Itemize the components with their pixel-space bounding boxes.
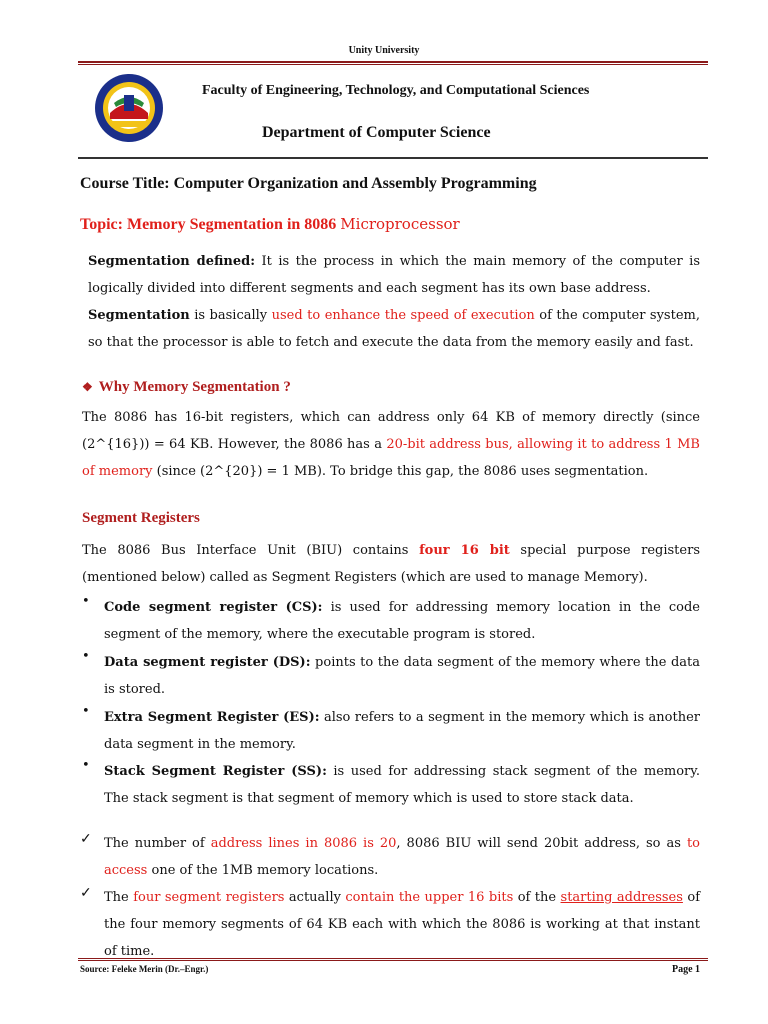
why-heading-text: Why Memory Segmentation ? <box>98 379 291 395</box>
bullet-icon: • <box>82 758 90 773</box>
bullet-icon: • <box>82 594 90 609</box>
page-number: Page 1 <box>672 964 701 975</box>
checkmark-icon: ✓ <box>80 885 92 901</box>
segmentation-text-1: is basically <box>189 308 272 323</box>
course-title: Course Title: Computer Organization and Assembly Programming <box>80 175 537 192</box>
note-text: one of the 1MB memory locations. <box>147 863 379 878</box>
diamond-bullet-icon: ❖ <box>82 380 93 394</box>
topic-title <box>80 215 460 234</box>
note-highlight: starting addresses <box>560 890 683 905</box>
title-rule <box>78 157 708 159</box>
bullet-icon: • <box>82 649 90 664</box>
registers-intro-1: The 8086 Bus Interface Unit (BIU) contains <box>82 543 420 558</box>
note-item <box>104 884 700 965</box>
university-name: Unity University <box>348 45 420 56</box>
topic-label: Topic: Memory Segmentation in 8086 <box>80 216 341 233</box>
note-text: actually <box>284 890 346 905</box>
note-text: of the four memory segments of 64 KB each with which the 8086 is working at that instant of time. <box>104 890 701 959</box>
department-name: Department of Computer Science <box>262 124 491 141</box>
note-text: of the <box>513 890 561 905</box>
header-rule-thin <box>78 64 708 65</box>
registers-intro-highlight: four 16 bit <box>419 543 510 558</box>
register-label: Data segment register (DS): <box>104 655 311 670</box>
definition-text: It is the process in which the main memory of the computer is logically divided into different segments and each segment has its own base address. <box>88 254 700 296</box>
why-text-2: (since (2^{20}) = 1 MB). To bridge this gap, the 8086 uses segmentation. <box>152 464 649 479</box>
footer-rule-thin <box>78 960 708 961</box>
note-highlight: contain the upper 16 bits <box>345 890 514 905</box>
note-text: The number of <box>104 836 211 851</box>
footer-source: Source: Feleke Merin (Dr.–Engr.) <box>80 964 209 974</box>
register-item <box>104 594 700 648</box>
register-text: is used for addressing memory location in the code segment of the memory, where the executable program is stored. <box>104 600 700 642</box>
note-text: The <box>104 890 134 905</box>
university-logo-icon <box>94 73 164 143</box>
why-text-1: The 8086 has 16-bit registers, which can address only 64 KB of memory directly (since (2^{16})) = 64 KB. However, the 8086 has a <box>82 410 700 452</box>
why-paragraph <box>82 404 700 485</box>
segmentation-definition <box>88 248 700 356</box>
segmentation-highlight: used to enhance the speed of execution <box>271 308 535 323</box>
note-highlight: four segment registers <box>133 890 285 905</box>
registers-intro <box>82 537 700 591</box>
note-item <box>104 830 700 884</box>
register-label: Code segment register (CS): <box>104 600 323 615</box>
register-item <box>104 758 700 812</box>
definition-label: Segmentation defined: <box>88 254 256 269</box>
note-highlight: address lines in 8086 is 20 <box>210 836 397 851</box>
why-heading <box>82 379 291 396</box>
register-label: Stack Segment Register (SS): <box>104 764 327 779</box>
register-text: also refers to a segment in the memory which is another data segment in the memory. <box>104 710 700 752</box>
segmentation-label: Segmentation <box>88 308 190 323</box>
faculty-name: Faculty of Engineering, Technology, and Computational Sciences <box>202 83 590 98</box>
segmentation-text-2: of the computer system, so that the processor is able to fetch and execute the data from the memory easily and fast. <box>88 308 700 350</box>
note-text: , 8086 BIU will send 20bit address, so as <box>396 836 687 851</box>
segment-registers-heading: Segment Registers <box>82 510 200 526</box>
register-item <box>104 649 700 703</box>
footer-rule <box>78 958 708 959</box>
note-highlight: to access <box>104 836 700 878</box>
register-text: points to the data segment of the memory where the data is stored. <box>104 655 700 697</box>
header-rule <box>78 61 708 63</box>
topic-sub: Microprocessor <box>340 215 460 233</box>
checkmark-icon: ✓ <box>80 831 92 847</box>
registers-intro-2: special purpose registers (mentioned below) called as Segment Registers (which are used to manage Memory). <box>82 543 700 585</box>
register-label: Extra Segment Register (ES): <box>104 710 320 725</box>
register-item <box>104 704 700 758</box>
register-text: is used for addressing stack segment of the memory. The stack segment is that segment of memory which is used to store stack data. <box>104 764 701 806</box>
why-highlight: 20-bit address bus, allowing it to address 1 MB of memory <box>82 437 700 479</box>
bullet-icon: • <box>82 704 90 719</box>
